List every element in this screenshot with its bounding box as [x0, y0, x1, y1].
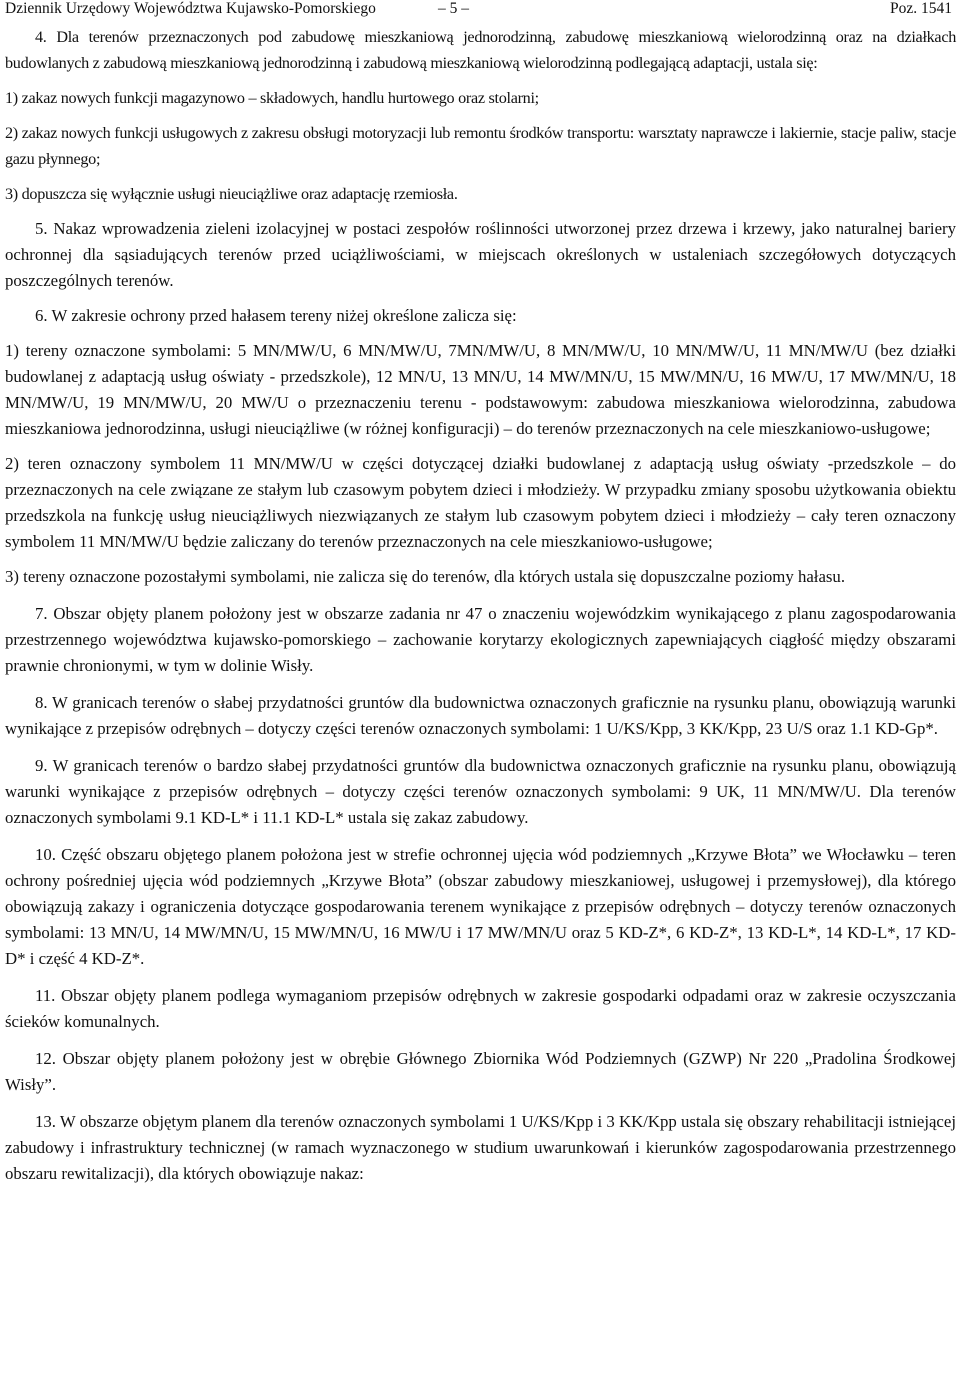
paragraph-6-item-2: 2) teren oznaczony symbolem 11 MN/MW/U w części dotyczącej działki budowlanej z adaptacją usług oświaty -przedszkole – do przeznaczonych na cele związane ze stałym lub czasowym pobytem dzieci i młodzieży. W przypadku zmiany sposobu użytkowania obiektu przedszkola na funkcję usług nieuciążliwych niezwiązanych ze stałym lub czasowym pobytem dzieci i młodzieży – cały teren oznaczony symbolem 11 MN/MW/U będzie zaliczany do terenów przeznaczonych na cele mieszkaniowo-usługowe;: [5, 454, 956, 551]
paragraph-4: 4. Dla terenów przeznaczonych pod zabudowę mieszkaniową jednorodzinną, zabudowę mieszkaniową wielorodzinną oraz na działkach budowlanych z zabudową mieszkaniową jednorodzinną i zabudową mieszkaniową wielorodzinną podlegającą adaptacji, ustala się:: [5, 28, 956, 72]
paragraph-12: 12. Obszar objęty planem położony jest w obrębie Głównego Zbiornika Wód Podziemnych (GZWP) Nr 220 „Pradolina Środkowej Wisły”.: [5, 1049, 956, 1094]
paragraph-9: 9. W granicach terenów o bardzo słabej przydatności gruntów dla budownictwa oznaczonych graficznie na rysunku planu, obowiązują warunki wynikające z przepisów odrębnych – dotyczy części terenów oznaczonych symbolami: 9 UK, 11 MN/MW/U. Dla terenów oznaczonych symbolami 9.1 KD-L* i 11.1 KD-L* ustala się zakaz zabudowy.: [5, 756, 956, 827]
page-header: [5, 0, 956, 20]
paragraph-4-item-2: 2) zakaz nowych funkcji usługowych z zakresu obsługi motoryzacji lub remontu środków transportu: warsztaty naprawcze i lakiernie, stacje paliw, stacje gazu płynnego;: [5, 124, 956, 168]
position-number: Poz. 1541: [890, 0, 952, 17]
paragraph-5: 5. Nakaz wprowadzenia zieleni izolacyjnej w postaci zespołów roślinności utworzonej przez drzewa i krzewy, jako naturalnej bariery ochronnej dla sąsiadujących terenów przed uciążliwościami, w miejscach określonych w ustaleniach szczegółowych dotyczących poszczególnych terenów.: [5, 219, 956, 290]
paragraph-6: 6. W zakresie ochrony przed hałasem tereny niżej określone zalicza się:: [35, 306, 517, 325]
page-number: – 5 –: [438, 0, 469, 17]
paragraph-7: 7. Obszar objęty planem położony jest w obszarze zadania nr 47 o znaczeniu wojewódzkim wynikającego z planu zagospodarowania przestrzennego województwa kujawsko-pomorskiego – zachowanie korytarzy ekologicznych zapewniających ciągłość między obszarami prawnie chronionymi, w tym w dolinie Wisły.: [5, 604, 956, 675]
paragraph-6-item-3: 3) tereny oznaczone pozostałymi symbolami, nie zalicza się do terenów, dla których ustala się dopuszczalne poziomy hałasu.: [5, 567, 846, 586]
paragraph-6-item-1: 1) tereny oznaczone symbolami: 5 MN/MW/U, 6 MN/MW/U, 7MN/MW/U, 8 MN/MW/U, 10 MN/MW/U, 11 MN/MW/U (bez działki budowlanej z adaptacją usług oświaty - przedszkole), 12 MN/U, 13 MN/U, 14 MW/MN/U, 15 MW/MN/U, 16 MW/U, 17 MW/MN/U, 18 MN/MW/U, 19 MN/MW/U, 20 MW/U o przeznaczeniu terenu - podstawowym: zabudowa mieszkaniowa wielorodzinna, zabudowa mieszkaniowa jednorodzinna, usługi nieuciążliwe (w różnej konfiguracji) – do terenów przeznaczonych na cele mieszkaniowo-usługowe;: [5, 341, 956, 438]
document-body: [5, 24, 956, 1187]
paragraph-10: 10. Część obszaru objętego planem położona jest w strefie ochronnej ujęcia wód podziemnych „Krzywe Błota” we Włocławku – teren ochrony pośredniej ujęcia wód podziemnych „Krzywe Błota” (obszar zabudowy mieszkaniowej, usługowej i przemysłowej), dla którego obowiązują zakazy i ograniczenia dotyczące gospodarowania terenem wynikające z przepisów odrębnych – dotyczy terenów oznaczonych symbolami: 13 MN/U, 14 MW/MN/U, 15 MW/MN/U, 16 MW/U i 17 MW/MN/U oraz 5 KD-Z*, 6 KD-Z*, 13 KD-L*, 14 KD-L*, 17 KD-D* i część 4 KD-Z*.: [5, 845, 956, 968]
paragraph-4-item-1: 1) zakaz nowych funkcji magazynowo – składowych, handlu hurtowego oraz stolarni;: [5, 89, 539, 107]
paragraph-8: 8. W granicach terenów o słabej przydatności gruntów dla budownictwa oznaczonych graficznie na rysunku planu, obowiązują warunki wynikające z przepisów odrębnych – dotyczy części terenów oznaczonych symbolami: 1 U/KS/Kpp, 3 KK/Kpp, 23 U/S oraz 1.1 KD-Gp*.: [5, 693, 956, 738]
paragraph-4-item-3: 3) dopuszcza się wyłącznie usługi nieuciążliwe oraz adaptację rzemiosła.: [5, 185, 458, 203]
paragraph-13: 13. W obszarze objętym planem dla terenów oznaczonych symbolami 1 U/KS/Kpp i 3 KK/Kpp ustala się obszary rehabilitacji istniejącej zabudowy i infrastruktury technicznej (w ramach wyznaczonego w studium uwarunkowań i kierunków zagospodarowania przestrzennego obszaru rewitalizacji), dla których obowiązuje nakaz:: [5, 1112, 956, 1183]
journal-title: Dziennik Urzędowy Województwa Kujawsko-Pomorskiego: [5, 0, 376, 17]
paragraph-11: 11. Obszar objęty planem podlega wymaganiom przepisów odrębnych w zakresie gospodarki odpadami oraz w zakresie oczyszczania ścieków komunalnych.: [5, 986, 956, 1031]
